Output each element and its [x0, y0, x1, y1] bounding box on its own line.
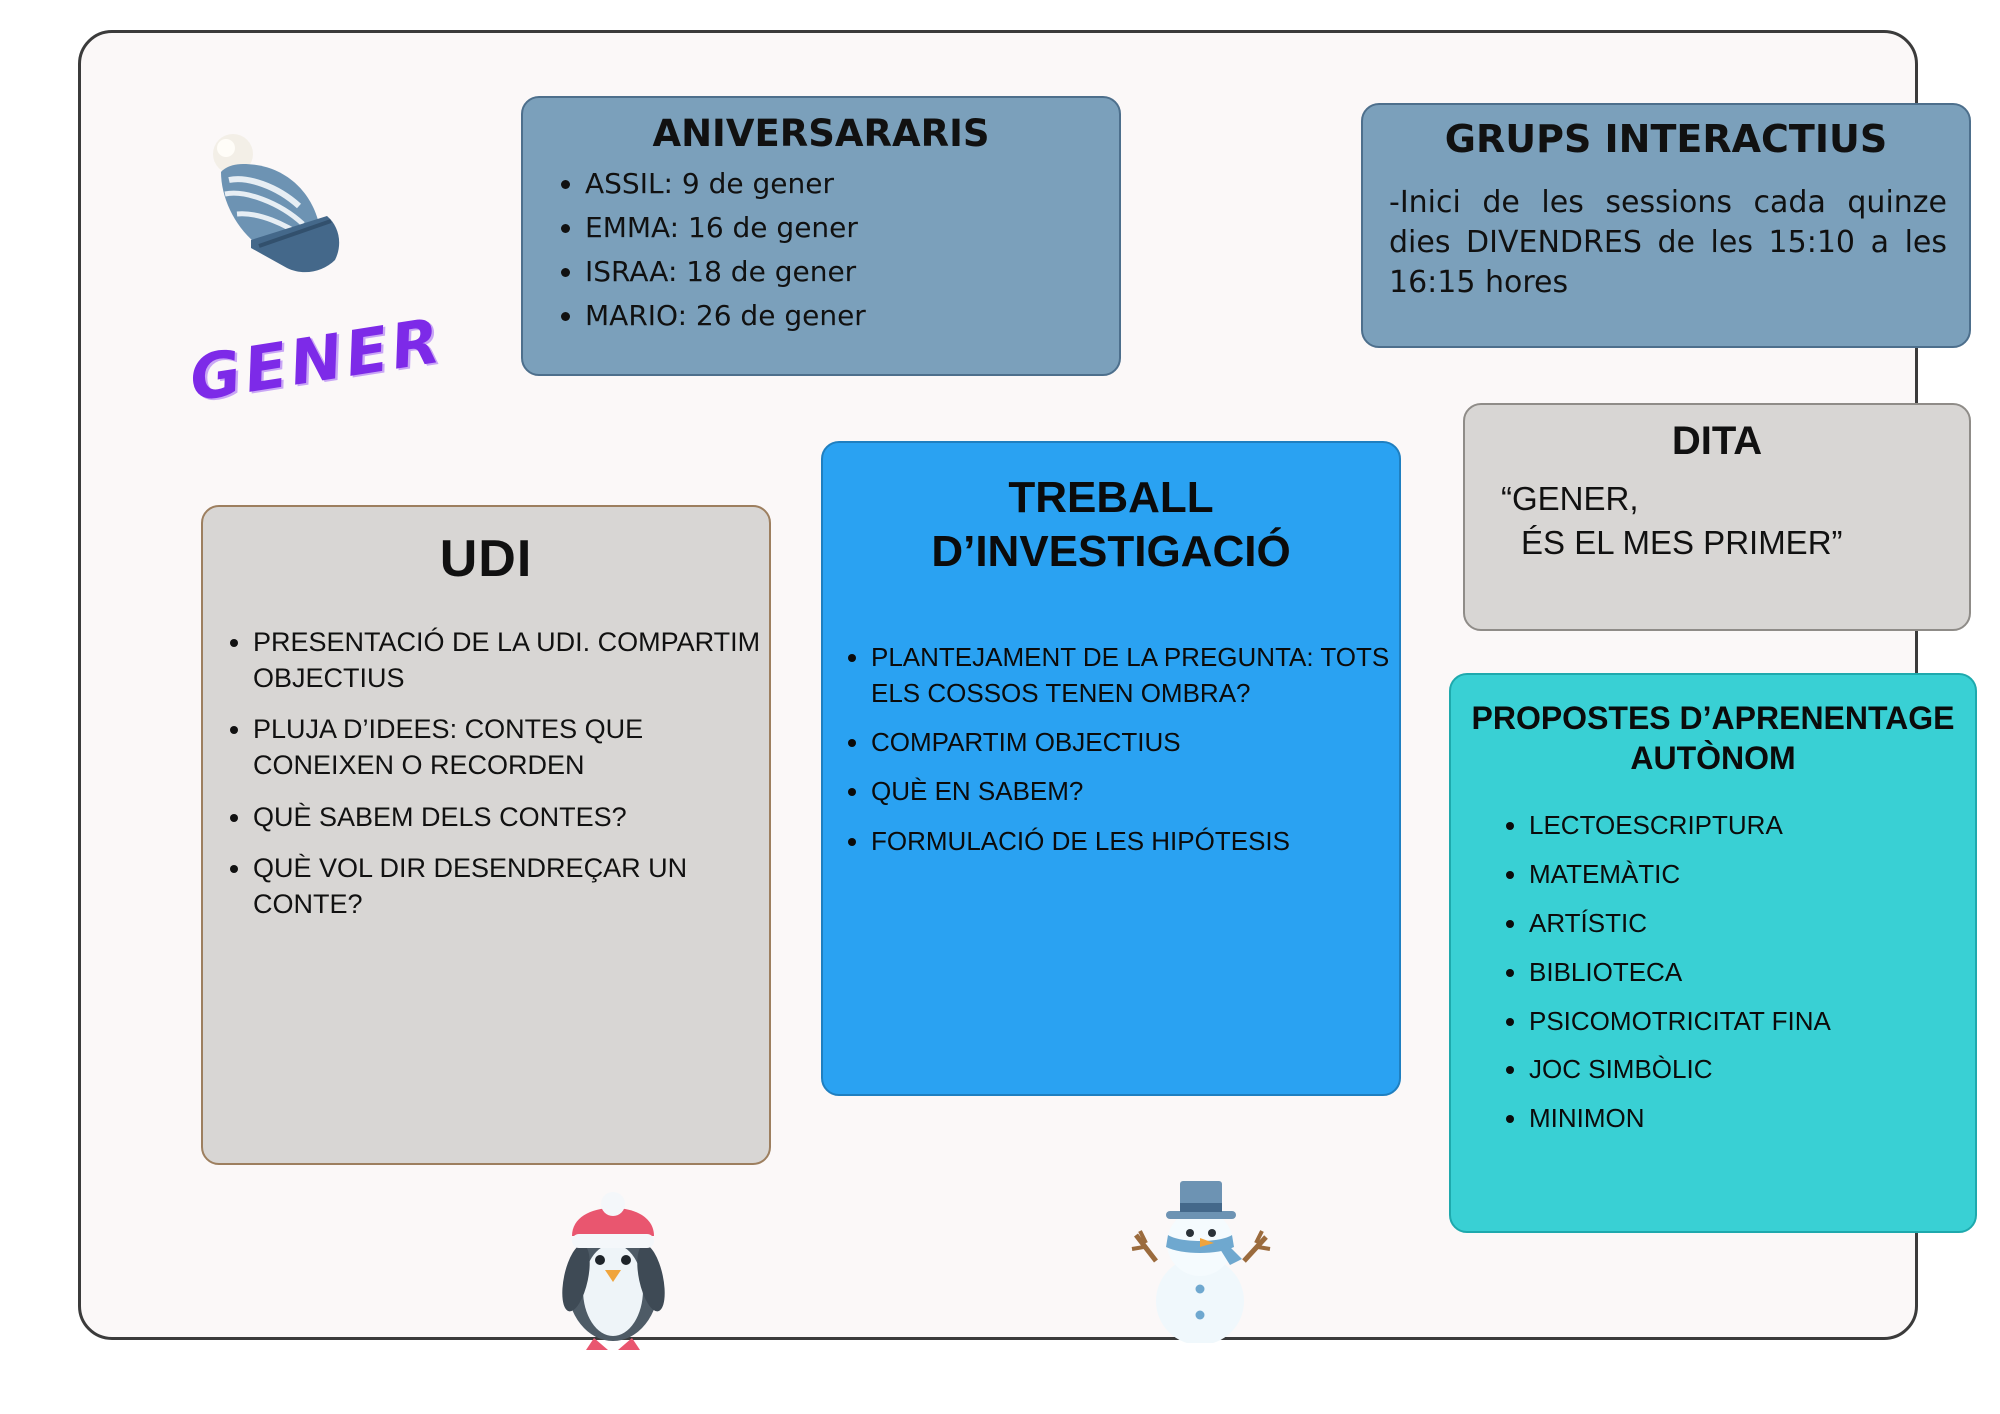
- card-propostes-aprenentatge: [1449, 673, 1977, 1233]
- card-grups-text: -Inici de les sessions cada quinze dies DIVENDRES de les 15:10 a les 16:15 hores: [1389, 185, 1947, 301]
- list-item: • ISRAA: 18 de gener: [585, 255, 1119, 288]
- card-treball-list: [823, 640, 1399, 859]
- monthly-plan-poster: [78, 30, 1955, 1340]
- card-propostes-title-line-1: PROPOSTES D’APRENENTAGE: [1471, 700, 1955, 736]
- card-aniversaris-list: [523, 167, 1119, 332]
- card-aniversaris-title: ANIVERSARARIS: [652, 112, 990, 155]
- list-item: • FORMULACIÓ DE LES HIPÓTESIS: [871, 824, 1399, 859]
- card-dita-title: DITA: [1671, 419, 1763, 463]
- card-treball-title: [823, 443, 1399, 578]
- card-grups-title: GRUPS INTERACTIUS: [1444, 117, 1888, 161]
- card-treball-title-line-2: D’INVESTIGACIÓ: [931, 526, 1291, 576]
- list-item: • LECTOESCRIPTURA: [1529, 808, 1975, 843]
- list-item: • EMMA: 16 de gener: [585, 211, 1119, 244]
- list-item: • QUÈ SABEM DELS CONTES?: [253, 800, 769, 836]
- card-grups-interactius: [1361, 103, 1971, 348]
- dita-line-2: ÉS EL MES PRIMER”: [1521, 524, 1843, 561]
- list-item: • PLUJA D’IDEES: CONTES QUE CONEIXEN O RECORDEN: [253, 712, 769, 783]
- card-propostes-title: [1451, 675, 1975, 778]
- card-treball-investigacio: [821, 441, 1401, 1096]
- list-item: • ASSIL: 9 de gener: [585, 167, 1119, 200]
- list-item: • BIBLIOTECA: [1529, 955, 1975, 990]
- page-title: GENER: [184, 303, 449, 416]
- list-item: • PSICOMOTRICITAT FINA: [1529, 1004, 1975, 1039]
- card-udi: [201, 505, 771, 1165]
- list-item: • MATEMÀTIC: [1529, 857, 1975, 892]
- card-dita: [1463, 403, 1971, 631]
- penguin-icon: [546, 1178, 681, 1353]
- card-udi-list: [203, 625, 769, 922]
- list-item: • QUÈ VOL DIR DESENDREÇAR UN CONTE?: [253, 851, 769, 922]
- card-treball-title-line-1: TREBALL: [1008, 473, 1214, 522]
- dita-line-1: “GENER,: [1501, 480, 1639, 517]
- list-item: • COMPARTIM OBJECTIUS: [871, 725, 1399, 760]
- winter-hat-icon: [199, 128, 359, 288]
- card-propostes-title-line-2: AUTÒNOM: [1630, 739, 1796, 776]
- card-udi-title: UDI: [439, 530, 533, 588]
- card-aniversaris: [521, 96, 1121, 376]
- list-item: • JOC SIMBÒLIC: [1529, 1052, 1975, 1087]
- list-item: • MARIO: 26 de gener: [585, 299, 1119, 332]
- list-item: • PLANTEJAMENT DE LA PREGUNTA: TOTS ELS COSSOS TENEN OMBRA?: [871, 640, 1399, 711]
- list-item: • PRESENTACIÓ DE LA UDI. COMPARTIM OBJECTIUS: [253, 625, 769, 696]
- card-propostes-list: [1451, 808, 1975, 1136]
- list-item: • MINIMON: [1529, 1101, 1975, 1136]
- list-item: • ARTÍSTIC: [1529, 906, 1975, 941]
- list-item: • QUÈ EN SABEM?: [871, 774, 1399, 809]
- snowman-icon: [1126, 1143, 1276, 1343]
